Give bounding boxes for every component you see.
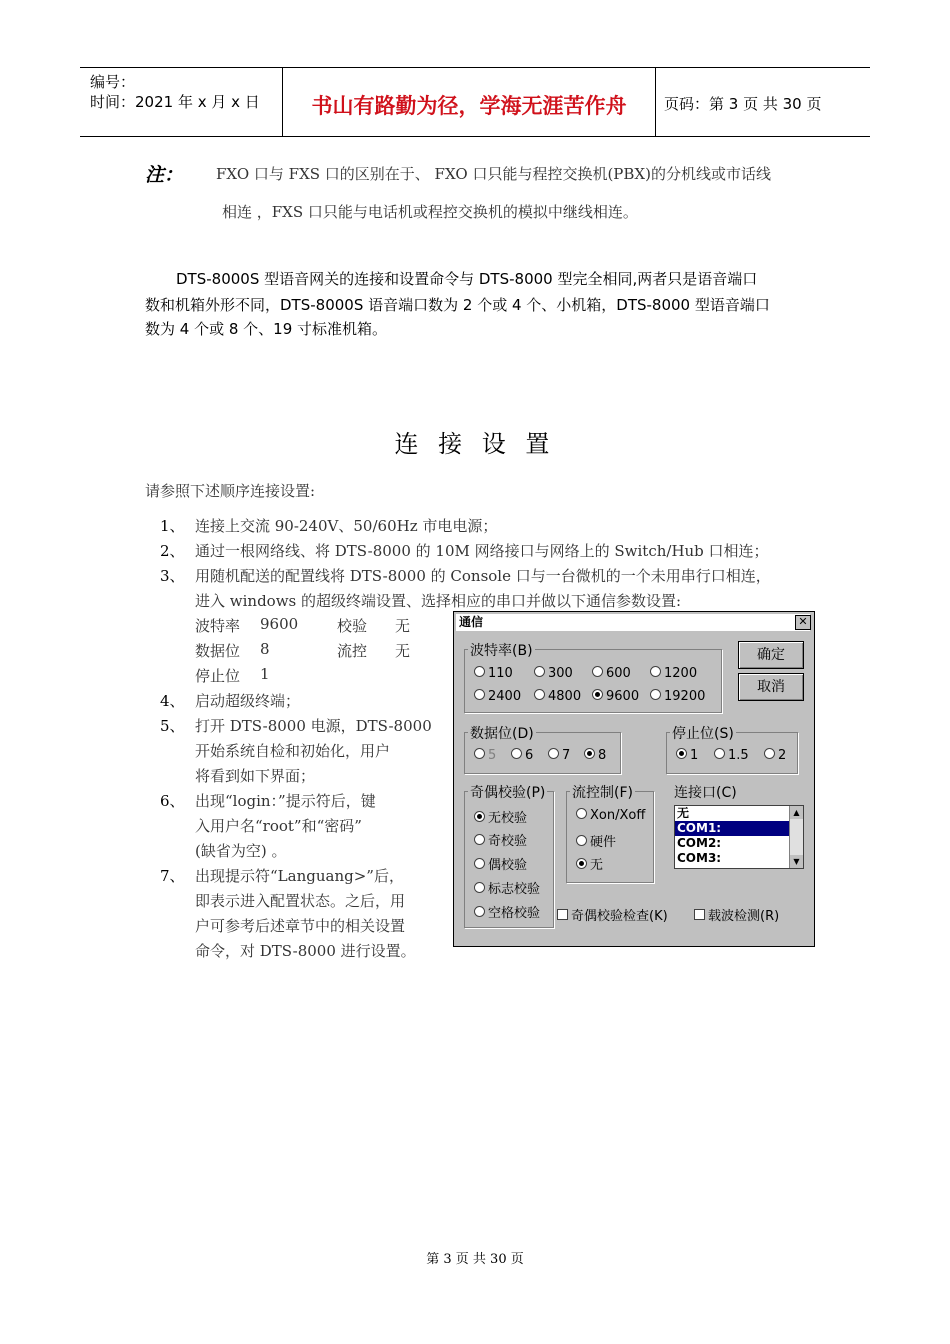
communication-dialog (453, 611, 815, 947)
port-option-com1[interactable]: COM1: (675, 821, 803, 836)
radio-icon (474, 689, 485, 700)
document-date: 时间：2021 年 x 月 x 日 (90, 93, 260, 111)
step-number: 5、 (160, 717, 185, 735)
radio-selected-icon (584, 748, 595, 759)
step-text: 入用户名“root”和“密码” (195, 817, 362, 835)
checkbox-icon (694, 909, 705, 920)
page-header (80, 67, 870, 137)
radio-icon (714, 748, 725, 759)
data-bits-option-5: 5 (474, 748, 496, 763)
note-line-2: 相连 ，FXS 口只能与电话机或程控交换机的模拟中继线相连。 (222, 203, 638, 221)
param-flow-label: 流控 (337, 642, 368, 660)
data-bits-option-8[interactable]: 8 (584, 748, 606, 763)
step-text: 通过一根网络线、将 DTS-8000 的 10M 网络接口与网络上的 Switch/Hub 口相连； (195, 542, 769, 560)
baud-option-19200[interactable]: 19200 (650, 689, 705, 704)
parity-option-odd[interactable]: 奇校验 (474, 830, 527, 849)
page-number-label: 页码：第 3 页 共 30 页 (664, 95, 822, 113)
port-option-com3[interactable]: COM3: (677, 851, 722, 865)
radio-icon (650, 666, 661, 677)
header-page-cell (656, 68, 870, 136)
data-bits-option-6[interactable]: 6 (511, 748, 533, 763)
step-text: 命令，对 DTS-8000 进行设置。 (195, 942, 416, 960)
step-text: 户可参考后述章节中的相关设置 (195, 917, 406, 935)
radio-selected-icon (576, 858, 587, 869)
param-baud-value: 9600 (260, 615, 299, 633)
header-motto-cell (283, 68, 656, 136)
radio-icon (511, 748, 522, 759)
close-icon[interactable]: ✕ (795, 615, 811, 630)
step-number: 6、 (160, 792, 185, 810)
radio-icon (592, 666, 603, 677)
step-text: 进入 windows 的超级终端设置、选择相应的串口并做以下通信参数设置: (195, 592, 682, 610)
step-number: 2、 (160, 542, 185, 560)
data-bits-option-7[interactable]: 7 (548, 748, 570, 763)
radio-icon (474, 748, 485, 759)
intro-line-1: DTS-8000S 型语音网关的连接和设置命令与 DTS-8000 型完全相同,两者只是语音端口 (176, 270, 758, 288)
step-text: (缺省为空) 。 (195, 842, 287, 860)
note-line-1: FXO 口与 FXS 口的区别在于、 FXO 口只能与程控交换机(PBX)的分机线或市话线 (216, 165, 771, 183)
ok-button[interactable]: 确定 (738, 641, 804, 669)
step-text: 出现“login：”提示符后，键 (195, 792, 376, 810)
parity-option-none[interactable]: 无校验 (474, 807, 527, 826)
radio-icon (764, 748, 775, 759)
radio-selected-icon (592, 689, 603, 700)
radio-icon (650, 689, 661, 700)
data-bits-group-label: 数据位(D) (468, 723, 536, 743)
port-scrollbar[interactable] (789, 806, 803, 868)
document-number-label: 编号： (90, 73, 136, 91)
step-text: 用随机配送的配置线将 DTS-8000 的 Console 口与一台微机的一个未用串行口相连， (195, 567, 771, 585)
baud-option-110[interactable]: 110 (474, 666, 513, 681)
radio-icon (548, 748, 559, 759)
parity-group-label: 奇偶校验(P) (468, 782, 547, 802)
stop-bits-option-2[interactable]: 2 (764, 748, 786, 763)
port-listbox[interactable] (674, 805, 804, 869)
param-data-label: 数据位 (195, 642, 241, 660)
param-baud-label: 波特率 (195, 617, 241, 635)
param-flow-value: 无 (395, 642, 411, 660)
intro-line-2: 数和机箱外形不同，DTS-8000S 语音端口数为 2 个或 4 个、小机箱，DTS-8000 型语音端口 (145, 296, 770, 314)
radio-icon (474, 882, 485, 893)
parity-option-space[interactable]: 空格校验 (474, 902, 540, 921)
header-motto: 书山有路勤为径，学海无涯苦作舟 (311, 94, 627, 118)
step-text: 打开 DTS-8000 电源，DTS-8000 (195, 717, 432, 735)
radio-icon (576, 835, 587, 846)
step-number: 4、 (160, 692, 185, 710)
dialog-title: 通信 (456, 614, 810, 631)
cancel-button[interactable]: 取消 (738, 673, 804, 701)
step-text: 将看到如下界面； (195, 767, 316, 785)
scroll-down-icon[interactable]: ▼ (790, 855, 803, 868)
param-parity-label: 校验 (337, 617, 368, 635)
baud-option-300[interactable]: 300 (534, 666, 573, 681)
flow-control-group-label: 流控制(F) (570, 782, 635, 802)
parity-option-even[interactable]: 偶校验 (474, 854, 527, 873)
stop-bits-group-label: 停止位(S) (670, 723, 736, 743)
port-option-none[interactable]: 无 (677, 806, 690, 820)
param-stop-label: 停止位 (195, 667, 241, 685)
checkbox-icon (557, 909, 568, 920)
flow-option-hardware[interactable]: 硬件 (576, 831, 616, 850)
radio-selected-icon (474, 811, 485, 822)
step-number: 7、 (160, 867, 185, 885)
radio-icon (474, 666, 485, 677)
param-stop-value: 1 (260, 665, 270, 683)
intro-line-3: 数为 4 个或 8 个、19 寸标准机箱。 (145, 320, 388, 338)
flow-option-none[interactable]: 无 (576, 854, 603, 873)
note-label: 注： (145, 164, 184, 186)
flow-option-xon-xoff[interactable]: Xon/Xoff (576, 808, 645, 823)
scroll-up-icon[interactable]: ▲ (790, 806, 803, 819)
parity-option-mark[interactable]: 标志校验 (474, 878, 540, 897)
radio-icon (576, 808, 587, 819)
baud-option-600[interactable]: 600 (592, 666, 631, 681)
port-option-com2[interactable]: COM2: (677, 836, 722, 850)
stop-bits-option-1[interactable]: 1 (676, 748, 698, 763)
radio-selected-icon (676, 748, 687, 759)
step-text: 即表示进入配置状态。之后，用 (195, 892, 406, 910)
step-number: 3、 (160, 567, 185, 585)
radio-icon (474, 906, 485, 917)
carrier-detect-checkbox[interactable]: 载波检测(R) (694, 905, 779, 924)
section-title: 连 接 设 置 (394, 430, 556, 458)
baud-option-9600[interactable]: 9600 (592, 689, 639, 704)
port-label: 连接口(C) (674, 785, 737, 801)
param-parity-value: 无 (395, 617, 411, 635)
page-footer: 第 3 页 共 30 页 (426, 1252, 524, 1267)
param-data-value: 8 (260, 640, 270, 658)
step-number: 1、 (160, 517, 185, 535)
header-meta-cell (80, 68, 283, 136)
step-text: 开始系统自检和初始化，用户 (195, 742, 391, 760)
step-text: 启动超级终端； (195, 692, 301, 710)
radio-icon (474, 858, 485, 869)
radio-icon (534, 689, 545, 700)
baud-rate-group-label: 波特率(B) (468, 640, 535, 660)
radio-icon (534, 666, 545, 677)
baud-option-4800[interactable]: 4800 (534, 689, 581, 704)
radio-icon (474, 834, 485, 845)
lead-text: 请参照下述顺序连接设置: (145, 482, 316, 500)
baud-option-1200[interactable]: 1200 (650, 666, 697, 681)
parity-check-checkbox[interactable]: 奇偶校验检查(K) (557, 905, 668, 924)
stop-bits-option-1-5[interactable]: 1.5 (714, 748, 749, 763)
baud-option-2400[interactable]: 2400 (474, 689, 521, 704)
step-text: 出现提示符“Languang>”后， (195, 867, 404, 885)
step-text: 连接上交流 90-240V、50/60Hz 市电电源； (195, 517, 498, 535)
